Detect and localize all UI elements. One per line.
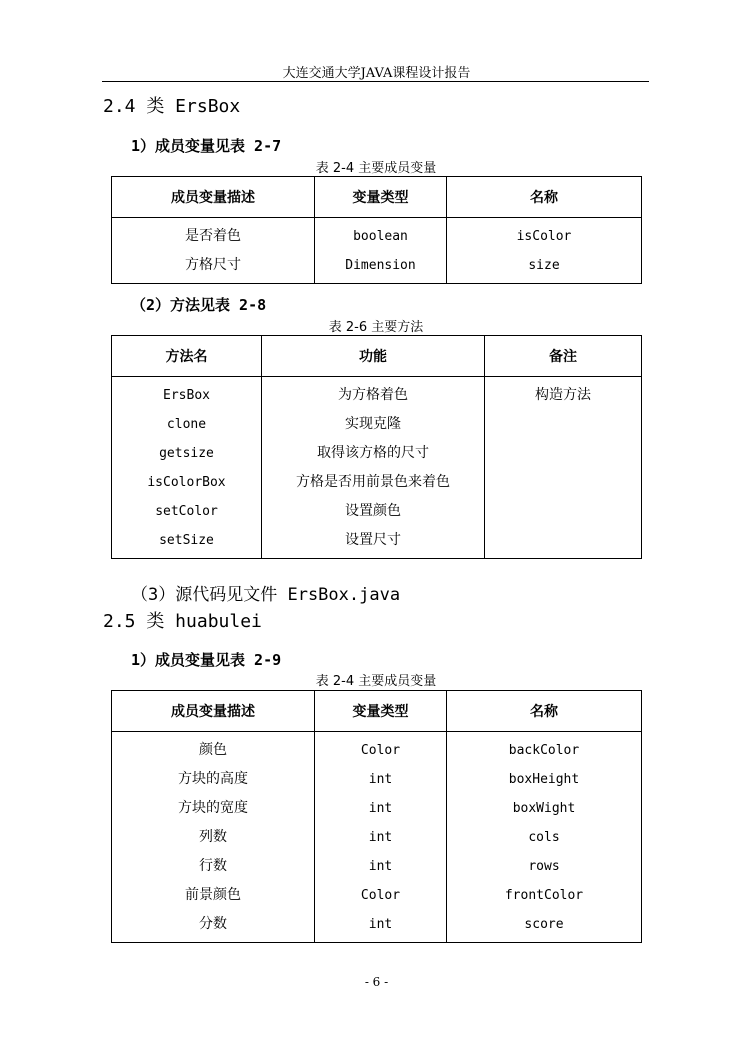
table-cell — [485, 439, 642, 468]
table-cell: 为方格着色 — [262, 377, 485, 411]
section-heading-ersbox: 2.4 类 ErsBox — [103, 96, 241, 117]
table-cell: 颜色 — [112, 732, 315, 766]
table-row — [112, 765, 642, 794]
section-heading-huabulei: 2.5 类 huabulei — [103, 611, 262, 632]
table-cell: backColor — [508, 743, 580, 758]
column-header: 备注 — [485, 336, 642, 377]
ersbox-methods-table — [111, 335, 642, 559]
methods-heading-ersbox: （2）方法见表 2-8 — [131, 296, 267, 314]
table-caption-ersbox-methods: 表 2-6 主要方法 — [328, 320, 424, 335]
column-header: 功能 — [262, 336, 485, 377]
table-caption-huabulei-members: 表 2-4 主要成员变量 — [315, 674, 437, 689]
table-cell: int — [315, 765, 447, 794]
table-cell: 方格是否用前景色来着色 — [262, 468, 485, 497]
table-cell: int — [315, 910, 447, 943]
table-row — [112, 497, 642, 526]
table-cell: 是否着色 — [112, 218, 315, 252]
table-cell: rows — [528, 859, 560, 874]
table-header-row — [112, 691, 642, 732]
column-header: 成员变量描述 — [112, 691, 315, 732]
table-row — [112, 526, 642, 559]
table-cell: isColor — [516, 229, 572, 244]
table-cell — [485, 410, 642, 439]
table-caption-ersbox-members: 表 2-4 主要成员变量 — [315, 161, 437, 176]
table-cell: int — [315, 852, 447, 881]
table-row — [112, 439, 642, 468]
table-cell: size — [528, 258, 560, 273]
ersbox-members-table — [111, 176, 642, 284]
column-header: 名称 — [447, 177, 642, 218]
table-cell: frontColor — [504, 888, 584, 903]
table-row — [112, 910, 642, 943]
table-row — [112, 410, 642, 439]
table-cell: Dimension — [315, 251, 447, 284]
table-row — [112, 823, 642, 852]
table-row — [112, 468, 642, 497]
table-cell: boolean — [315, 218, 447, 252]
table-cell: 取得该方格的尺寸 — [262, 439, 485, 468]
table-cell: Color — [315, 732, 447, 766]
table-cell — [485, 497, 642, 526]
table-header-row — [112, 177, 642, 218]
table-cell: 方块的宽度 — [112, 794, 315, 823]
members-heading-ersbox: 1）成员变量见表 2-7 — [131, 137, 282, 155]
page-header: 大连交通大学JAVA课程设计报告 — [282, 66, 471, 81]
table-row — [112, 794, 642, 823]
table-cell: 行数 — [112, 852, 315, 881]
table-cell: 列数 — [112, 823, 315, 852]
table-cell: ErsBox — [112, 377, 262, 411]
table-cell: cols — [528, 830, 560, 845]
table-cell: boxHeight — [508, 772, 580, 787]
column-header: 变量类型 — [315, 177, 447, 218]
page-number: - 6 - — [364, 975, 389, 989]
table-row — [112, 377, 642, 411]
table-cell: Color — [315, 881, 447, 910]
table-cell: score — [524, 917, 564, 932]
column-header: 成员变量描述 — [112, 177, 315, 218]
table-cell — [485, 526, 642, 559]
table-cell: 方块的高度 — [112, 765, 315, 794]
table-cell: getsize — [112, 439, 262, 468]
table-row — [112, 852, 642, 881]
table-row — [112, 732, 642, 766]
table-cell: setColor — [112, 497, 262, 526]
source-code-line: （3）源代码见文件 ErsBox.java — [131, 585, 401, 605]
huabulei-members-table — [111, 690, 642, 943]
table-cell: setSize — [112, 526, 262, 559]
column-header: 方法名 — [112, 336, 262, 377]
table-cell: boxWight — [512, 801, 576, 816]
header-rule — [102, 81, 649, 82]
table-cell: int — [315, 823, 447, 852]
table-cell: 构造方法 — [535, 387, 591, 403]
table-cell: isColorBox — [112, 468, 262, 497]
table-row — [112, 251, 642, 284]
table-row — [112, 881, 642, 910]
table-cell: clone — [112, 410, 262, 439]
table-cell: int — [315, 794, 447, 823]
table-cell: 前景颜色 — [112, 881, 315, 910]
column-header: 名称 — [447, 691, 642, 732]
members-heading-huabulei: 1）成员变量见表 2-9 — [131, 651, 282, 669]
table-cell: 分数 — [112, 910, 315, 943]
table-cell: 设置尺寸 — [262, 526, 485, 559]
table-row — [112, 218, 642, 252]
table-cell — [485, 468, 642, 497]
table-cell: 方格尺寸 — [112, 251, 315, 284]
table-header-row — [112, 336, 642, 377]
table-cell: 实现克隆 — [262, 410, 485, 439]
table-cell: 设置颜色 — [262, 497, 485, 526]
column-header: 变量类型 — [315, 691, 447, 732]
